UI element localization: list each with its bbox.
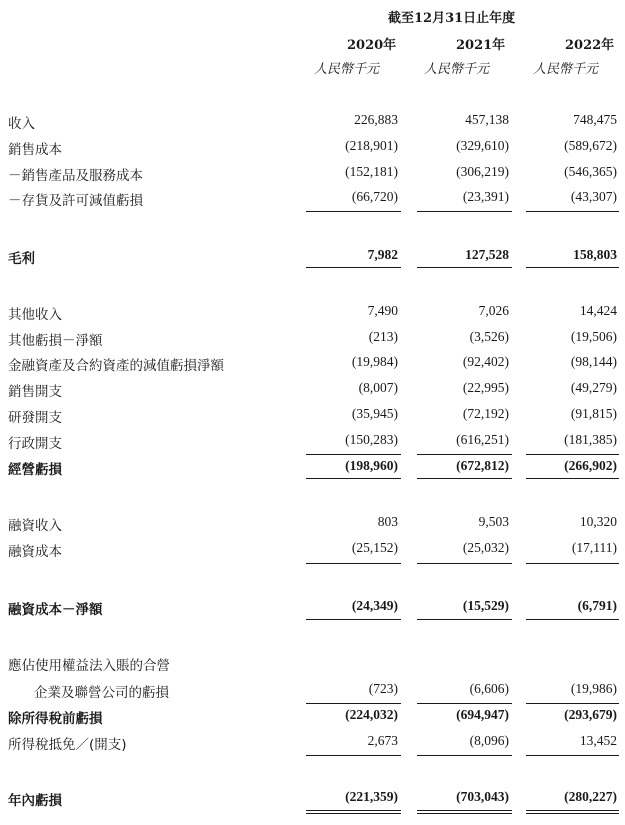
subtotal-rule: [526, 563, 619, 564]
period-header: 截至12月31日止年度: [388, 11, 516, 26]
row-label-cost-of-products-services: －銷售產品及服務成本: [8, 168, 143, 184]
row-value: (8,007): [358, 380, 398, 395]
row-label-share-of-losses-line1: 應佔使用權益法入賬的合營: [8, 658, 170, 674]
total-double-rule: [417, 813, 512, 814]
row-label-operating-loss: 經營虧損: [8, 462, 62, 478]
row-value: 7,982: [367, 247, 398, 262]
row-value: (66,720): [351, 189, 398, 204]
row-value: (91,815): [570, 406, 617, 421]
row-label-revenue: 收入: [8, 116, 35, 132]
row-label-finance-income: 融資收入: [8, 518, 62, 534]
row-label-financial-asset-impairment: 金融資產及合約資產的減值虧損淨額: [8, 358, 224, 374]
row-label-net-finance-costs: 融資成本－淨額: [8, 602, 103, 618]
row-value: 226,883: [354, 112, 398, 127]
row-value: (35,945): [351, 406, 398, 421]
subtotal-rule: [526, 267, 619, 268]
row-value: (49,279): [570, 380, 617, 395]
subtotal-rule: [306, 211, 401, 212]
row-label-rd-expenses: 研發開支: [8, 410, 62, 426]
row-value: (306,219): [456, 164, 509, 179]
unit-header-2020: 人民幣千元: [314, 62, 380, 77]
row-value: (150,283): [345, 432, 398, 447]
row-value: (213): [368, 329, 398, 344]
row-label-other-income: 其他收入: [8, 307, 62, 323]
row-value: (19,986): [570, 681, 617, 696]
row-value: (15,529): [462, 598, 509, 613]
subtotal-rule: [306, 703, 401, 704]
total-double-rule: [306, 813, 401, 814]
year-header-2022: 2022年: [565, 38, 615, 53]
row-value: (3,526): [469, 329, 509, 344]
subtotal-rule: [526, 755, 619, 756]
subtotal-rule: [417, 703, 512, 704]
row-label-cost-of-sales: 銷售成本: [8, 142, 62, 158]
row-value: (546,365): [564, 164, 617, 179]
subtotal-rule: [417, 619, 512, 620]
subtotal-rule: [526, 478, 619, 479]
subtotal-rule: [417, 563, 512, 564]
subtotal-rule: [526, 454, 619, 455]
row-value: (24,349): [351, 598, 398, 613]
year-header-2020: 2020年: [347, 38, 397, 53]
subtotal-rule: [306, 267, 401, 268]
row-value: 158,803: [573, 247, 617, 262]
row-value: (6,606): [469, 681, 509, 696]
row-label-inventory-impairment: －存貨及許可減值虧損: [8, 193, 143, 209]
row-label-selling-expenses: 銷售開支: [8, 384, 62, 400]
row-value: (72,192): [462, 406, 509, 421]
row-value: (98,144): [570, 354, 617, 369]
row-value: (22,995): [462, 380, 509, 395]
row-label-share-of-losses-line2: 企業及聯營公司的虧損: [34, 685, 169, 701]
row-label-loss-for-year: 年內虧損: [8, 793, 62, 809]
subtotal-rule: [417, 755, 512, 756]
row-value: (224,032): [345, 707, 398, 722]
subtotal-rule: [417, 211, 512, 212]
row-value: (723): [368, 681, 398, 696]
row-label-admin-expenses: 行政開支: [8, 436, 62, 452]
year-header-2021: 2021年: [456, 38, 506, 53]
unit-header-2022: 人民幣千元: [533, 62, 599, 77]
row-value: 14,424: [579, 303, 617, 318]
row-value: 127,528: [465, 247, 509, 262]
subtotal-rule: [417, 478, 512, 479]
row-label-gross-profit: 毛利: [8, 251, 35, 267]
row-label-finance-costs: 融資成本: [8, 544, 62, 560]
row-value: 803: [377, 514, 398, 529]
row-value: 7,490: [367, 303, 398, 318]
row-value: (672,812): [456, 458, 509, 473]
row-value: (616,251): [456, 432, 509, 447]
row-value: (329,610): [456, 138, 509, 153]
row-value: (266,902): [564, 458, 617, 473]
row-value: (19,984): [351, 354, 398, 369]
row-value: 9,503: [478, 514, 509, 529]
total-double-rule: [526, 813, 619, 814]
row-label-income-tax: 所得稅抵免／(開支): [8, 737, 127, 753]
subtotal-rule: [306, 563, 401, 564]
row-value: (8,096): [469, 733, 509, 748]
row-value: (218,901): [345, 138, 398, 153]
row-value: (25,032): [462, 540, 509, 555]
row-value: (694,947): [456, 707, 509, 722]
row-value: (19,506): [570, 329, 617, 344]
row-value: (43,307): [570, 189, 617, 204]
row-label-loss-before-tax: 除所得稅前虧損: [8, 711, 103, 727]
row-value: 7,026: [478, 303, 509, 318]
subtotal-rule: [417, 454, 512, 455]
row-value: 748,475: [573, 112, 617, 127]
row-label-other-losses: 其他虧損－淨額: [8, 333, 103, 349]
row-value: (221,359): [345, 789, 398, 804]
total-double-rule: [306, 810, 401, 811]
row-value: (92,402): [462, 354, 509, 369]
row-value: (589,672): [564, 138, 617, 153]
row-value: 457,138: [465, 112, 509, 127]
row-value: 10,320: [579, 514, 617, 529]
total-double-rule: [526, 810, 619, 811]
row-value: (703,043): [456, 789, 509, 804]
row-value: 13,452: [579, 733, 617, 748]
row-value: (198,960): [345, 458, 398, 473]
row-value: (152,181): [345, 164, 398, 179]
subtotal-rule: [306, 755, 401, 756]
subtotal-rule: [306, 619, 401, 620]
row-value: 2,673: [367, 733, 398, 748]
subtotal-rule: [526, 703, 619, 704]
row-value: (23,391): [462, 189, 509, 204]
subtotal-rule: [526, 211, 619, 212]
row-value: (280,227): [564, 789, 617, 804]
unit-header-2021: 人民幣千元: [424, 62, 490, 77]
subtotal-rule: [306, 478, 401, 479]
row-value: (6,791): [577, 598, 617, 613]
total-double-rule: [417, 810, 512, 811]
row-value: (25,152): [351, 540, 398, 555]
subtotal-rule: [526, 619, 619, 620]
subtotal-rule: [306, 454, 401, 455]
row-value: (181,385): [564, 432, 617, 447]
subtotal-rule: [417, 267, 512, 268]
row-value: (17,111): [571, 540, 617, 555]
row-value: (293,679): [564, 707, 617, 722]
